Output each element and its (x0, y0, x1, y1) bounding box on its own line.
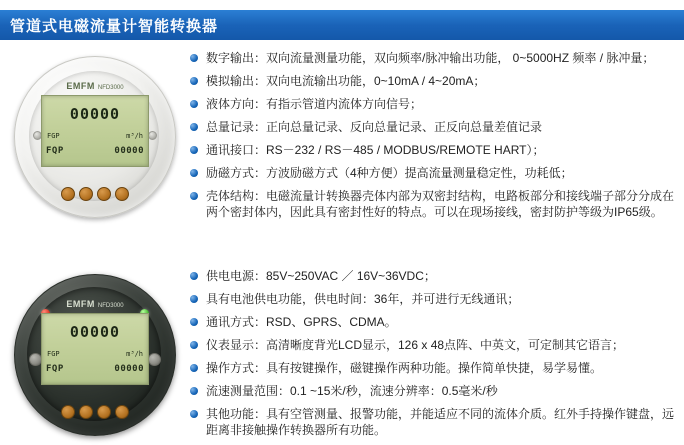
spec-text: 仪表显示：高清晰度背光LCD显示，126 x 48点阵、中英文，可定制其它语言； (206, 338, 625, 352)
spec-list-top (190, 50, 676, 220)
spec-text: 通讯方式：RSD、GPRS、CDMA。 (206, 315, 397, 329)
brand-text: EMFM (66, 299, 95, 309)
bullet-icon (190, 410, 198, 418)
lcd-total-row (45, 146, 145, 156)
keypad-button[interactable] (97, 405, 111, 419)
list-item (190, 268, 676, 284)
device-brand (42, 81, 148, 91)
device-brand (42, 299, 148, 309)
keypad-button[interactable] (79, 405, 93, 419)
bullet-icon (190, 364, 198, 372)
spec-text: 其他功能：具有空管测量、报警功能，并能适应不同的流体介质。红外手持操作键盘，远距离非接触操作转换器所有功能。 (206, 407, 675, 437)
list-item (190, 314, 676, 330)
bullet-icon (190, 54, 198, 62)
lcd-unit: m³/h (126, 132, 143, 140)
lcd-tag-left: FGP (47, 350, 60, 358)
list-item (190, 96, 676, 112)
list-item (190, 73, 676, 89)
lcd-display-white (41, 81, 149, 167)
keypad-button[interactable] (61, 405, 75, 419)
bullet-icon (190, 192, 198, 200)
bullet-icon (190, 146, 198, 154)
list-item (190, 165, 676, 181)
bullet-icon (190, 100, 198, 108)
spec-text: 通讯接口：RS－232 / RS－485 / MODBUS/REMOTE HART）； (206, 143, 545, 157)
lcd-main-value: 00000 (69, 105, 121, 123)
model-text: NFD3000 (97, 303, 124, 309)
spec-text: 流速测量范围：0.1 ~15米/秒，流速分辨率：0.5毫米/秒 (206, 384, 498, 398)
spec-text: 模拟输出：双向电流输出功能，0~10mA / 4~20mA； (206, 74, 486, 88)
bullet-icon (190, 341, 198, 349)
lcd-tag-left: FGP (47, 132, 60, 140)
transmitter-black (14, 274, 176, 436)
spec-text-bottom (190, 268, 684, 445)
spec-list-bottom (190, 268, 676, 438)
list-item (190, 360, 676, 376)
spec-text: 液体方向：有指示管道内流体方向信号； (206, 97, 423, 111)
brand-text: EMFM (66, 81, 95, 91)
transmitter-white (14, 56, 176, 218)
spec-text: 励磁方式：方波励磁方式（4种方便）提高流量测量稳定性，功耗低； (206, 166, 573, 180)
keypad-button[interactable] (79, 187, 93, 201)
lcd-total-row (45, 364, 145, 374)
lcd-total-value: 00000 (114, 146, 144, 156)
list-item (190, 383, 676, 399)
housing-screw (148, 131, 157, 140)
list-item (190, 50, 676, 66)
list-item (190, 119, 676, 135)
spec-section-top (0, 50, 684, 227)
list-item (190, 337, 676, 353)
list-item (190, 188, 676, 220)
spec-text: 具有电池供电功能，供电时间：36年，并可进行无线通讯； (206, 292, 520, 306)
page-header (0, 10, 684, 40)
spec-text: 操作方式：具有按键操作，磁键操作两种功能。操作简单快捷，易学易懂。 (206, 361, 603, 375)
spec-text: 供电电源：85V~250VAC ／ 16V~36VDC； (206, 269, 436, 283)
page-title: 管道式电磁流量计智能转换器 (10, 17, 219, 35)
bullet-icon (190, 169, 198, 177)
lcd-total-label: FQP (46, 146, 64, 156)
lcd-display-black (41, 299, 149, 385)
bullet-icon (190, 295, 198, 303)
spec-section-bottom (0, 268, 684, 445)
lcd-secondary-row (45, 350, 145, 358)
lcd-total-value: 00000 (114, 364, 144, 374)
spec-text: 壳体结构：电磁流量计转换器壳体内部为双密封结构，电路板部分和接线端子部分分成在两个密封体内，因此具有密封性好的特点。可以在现场接线，密封防护等级为IP65级。 (206, 189, 675, 219)
device-photo-black (0, 268, 190, 445)
keypad-button[interactable] (61, 187, 75, 201)
lcd-secondary-row (45, 132, 145, 140)
lcd-main-value: 00000 (69, 323, 121, 341)
spec-text-top (190, 50, 684, 227)
housing-knob[interactable] (148, 353, 161, 366)
device-photo-white (0, 50, 190, 227)
bullet-icon (190, 318, 198, 326)
keypad-button[interactable] (115, 405, 129, 419)
keypad-strip[interactable] (61, 405, 129, 417)
keypad-strip[interactable] (61, 187, 129, 199)
spec-text: 总量记录：正向总量记录、反向总量记录、正反向总量差值记录 (206, 120, 543, 134)
bullet-icon (190, 123, 198, 131)
model-text: NFD3000 (97, 85, 124, 91)
bullet-icon (190, 77, 198, 85)
list-item (190, 291, 676, 307)
list-item (190, 406, 676, 438)
bullet-icon (190, 272, 198, 280)
keypad-button[interactable] (115, 187, 129, 201)
list-item (190, 142, 676, 158)
lcd-unit: m³/h (126, 350, 143, 358)
keypad-button[interactable] (97, 187, 111, 201)
bullet-icon (190, 387, 198, 395)
spec-text: 数字输出：双向流量测量功能，双向频率/脉冲输出功能， 0~5000HZ 频率 / 脉冲量； (206, 51, 655, 65)
lcd-total-label: FQP (46, 364, 64, 374)
